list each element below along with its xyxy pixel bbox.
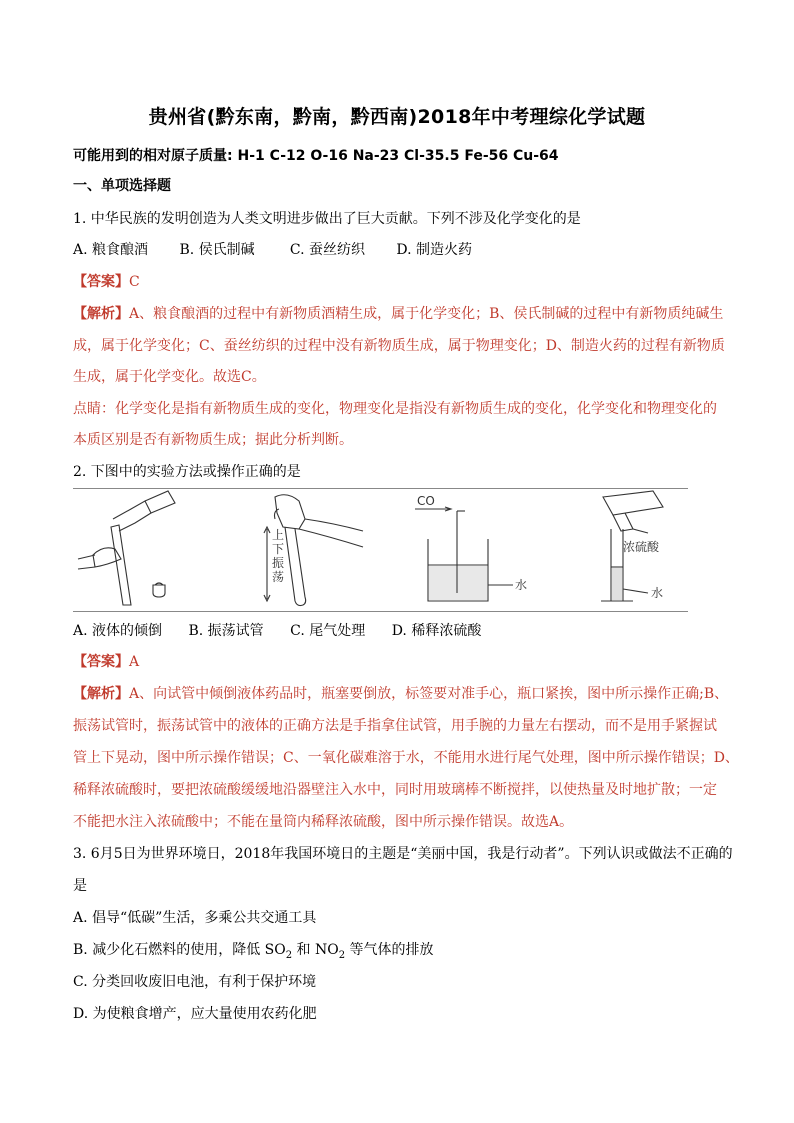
- q2-options: [73, 620, 503, 640]
- q1-options: [73, 240, 472, 260]
- water-label-d: 水: [651, 586, 664, 600]
- q1-analysis-text-1: A、粮食酿酒的过程中有新物质酒精生成，属于化学变化；B、侯氏制碱的过程中有新物质纯碱生: [129, 306, 724, 322]
- q2-stem: 2. 下图中的实验方法或操作正确的是: [73, 464, 301, 480]
- q1-option-c: C. 蚕丝纺织: [289, 242, 366, 258]
- water-label-c: 水: [515, 578, 528, 592]
- atomic-masses: 可能用到的相对原子质量: H-1 C-12 O-16 Na-23 Cl-35.5 Fe-56 Cu-64: [73, 148, 559, 164]
- q3-stem-line-2: 是: [73, 878, 87, 894]
- q2-analysis-line-2: 振荡试管时，振荡试管中的液体的正确方法是手指拿住试管，用手腕的力量左右摆动，而不是用手紧握试: [73, 718, 717, 734]
- q1-analysis-line-2: 成，属于化学变化；C、蚕丝纺织的过程中没有新物质生成，属于物理变化；D、制造火药的过程有新物质: [73, 338, 725, 354]
- q3-option-d: D. 为使粮食增产，应大量使用农药化肥: [73, 1006, 317, 1022]
- shake-label-4: 荡: [272, 570, 285, 584]
- q2-answer-value: A: [129, 654, 140, 670]
- q1-answer-tag: 【答案】: [73, 274, 129, 290]
- q2-analysis-text-1: A、向试管中倾倒液体药品时，瓶塞要倒放，标签要对准手心，瓶口紧挨，图中所示操作正确;B、: [129, 686, 729, 702]
- q3-option-b-text-1: B. 减少化石燃料的使用，降低 SO: [73, 942, 286, 958]
- shake-label-1: 上: [272, 528, 285, 542]
- q2-figure: [73, 488, 688, 612]
- q3-stem-line-1: 3. 6月5日为世界环境日，2018年我国环境日的主题是“美丽中国，我是行动者”。下列认识或做法不正确的: [73, 846, 733, 862]
- q2-analysis-line-3: 管上下晃动，图中所示操作错误；C、一氧化碳难溶于水，不能用水进行尾气处理，图中所示操作错误；D、: [73, 750, 739, 766]
- q1-tip-line-1: 点睛：化学变化是指有新物质生成的变化，物理变化是指没有新物质生成的变化，化学变化和物理变化的: [73, 401, 717, 417]
- q1-stem: 1. 中华民族的发明创造为人类文明进步做出了巨大贡献。下列不涉及化学变化的是: [73, 211, 581, 227]
- q2-analysis-line-5: 不能把水注入浓硫酸中；不能在量筒内稀释浓硫酸，图中所示操作错误。故选A。: [73, 814, 574, 830]
- q2-option-b: B. 振荡试管: [188, 623, 264, 639]
- page-title: 贵州省(黔东南，黔南，黔西南)2018年中考理综化学试题: [148, 106, 646, 128]
- q1-option-b: B. 侯氏制碱: [179, 242, 255, 258]
- q2-option-c: C. 尾气处理: [290, 623, 366, 639]
- q2-option-d: D. 稀释浓硫酸: [391, 623, 482, 639]
- q1-analysis-tag: 【解析】: [73, 306, 129, 322]
- q2-answer-tag: 【答案】: [73, 654, 129, 670]
- q3-option-b-text-3: 等气体的排放: [345, 942, 434, 958]
- acid-label: 浓硫酸: [623, 540, 660, 554]
- q3-option-c: C. 分类回收废旧电池，有利于保护环境: [73, 974, 317, 990]
- q1-tip-line-2: 本质区别是否有新物质生成；据此分析判断。: [73, 432, 353, 448]
- shake-label-3: 振: [272, 556, 285, 570]
- q1-option-a: A. 粮食酿酒: [73, 242, 149, 258]
- q3-option-b: [73, 940, 434, 966]
- q2-analysis-line-4: 稀释浓硫酸时，要把浓硫酸缓缓地沿器壁注入水中，同时用玻璃棒不断搅拌，以使热量及时地扩散；一定: [73, 782, 717, 798]
- q3-option-b-text-2: 和 NO: [292, 942, 339, 958]
- so2-subscript: 2: [285, 949, 293, 961]
- section-heading: 一、单项选择题: [73, 178, 171, 194]
- co-label: CO: [417, 494, 435, 508]
- q1-analysis-line-1: [73, 304, 723, 324]
- no2-subscript: 2: [338, 949, 346, 961]
- q1-option-d: D. 制造火药: [396, 242, 472, 258]
- q2-analysis-line-1: [73, 684, 728, 704]
- lab-illustrations: [73, 489, 688, 611]
- q2-analysis-tag: 【解析】: [73, 686, 129, 702]
- q1-answer: [73, 272, 140, 292]
- q2-option-a: A. 液体的倾倒: [73, 623, 163, 639]
- q1-answer-value: C: [129, 274, 140, 290]
- q2-answer: [73, 652, 139, 672]
- shake-label-2: 下: [272, 542, 285, 556]
- pouring-illustration: [78, 491, 175, 605]
- q1-analysis-line-3: 生成，属于化学变化。故选C。: [73, 369, 266, 385]
- q3-option-a: A. 倡导“低碳”生活，多乘公共交通工具: [73, 910, 317, 926]
